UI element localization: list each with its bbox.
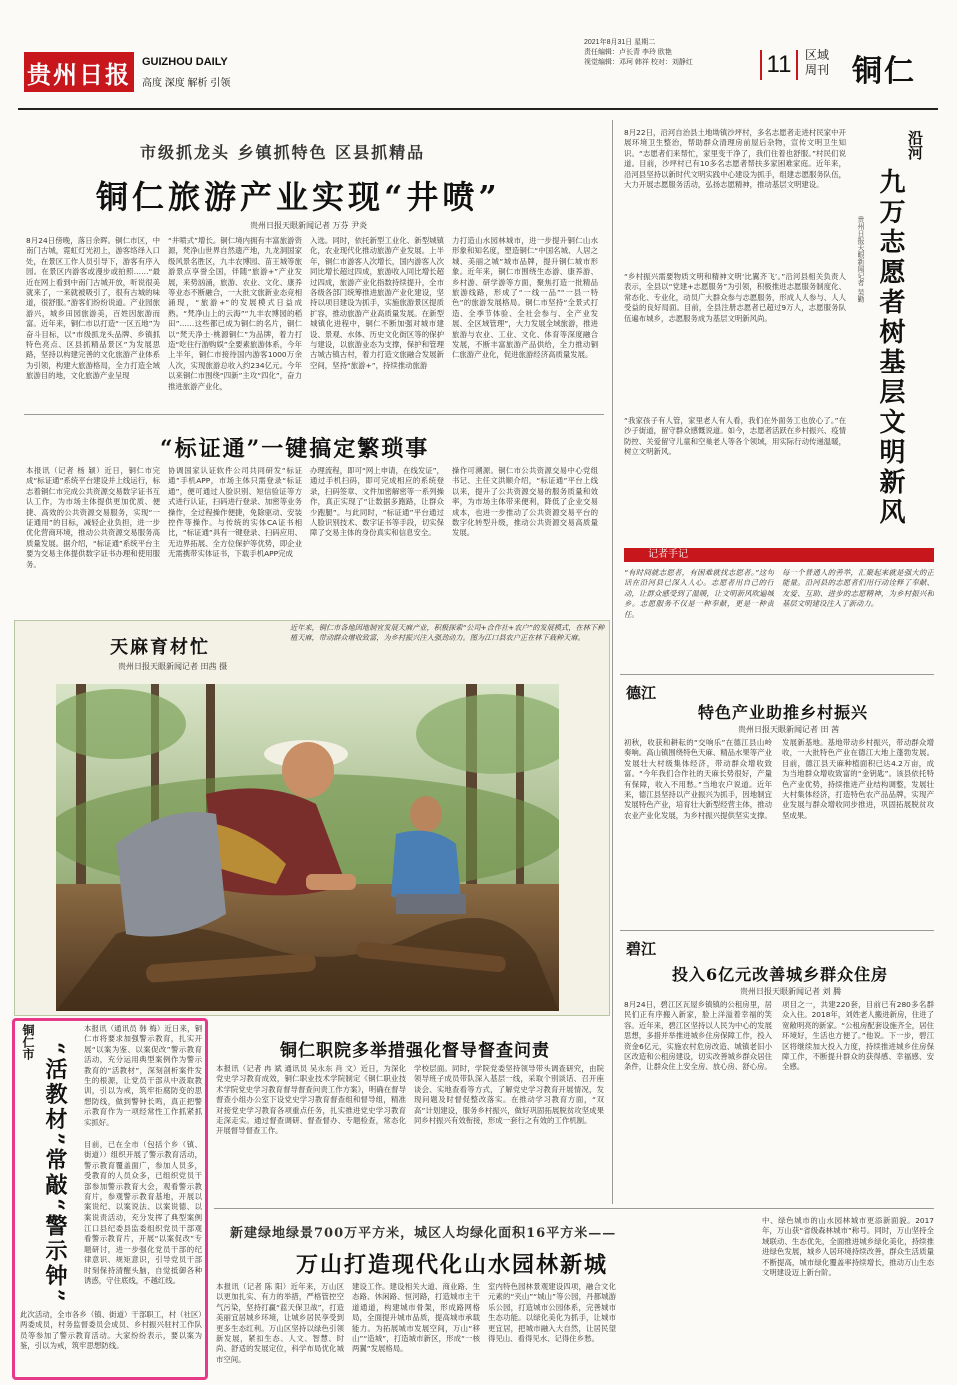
volunteer-column-3: “我家孩子有人管，家里老人有人看，我们在外面务工也放心了。”在沙子街道，留守群众感慨说道。如今，志愿者活跃在乡村振兴、疫情防控、关爱留守儿童和空巢老人等各个领域，用实际行动传递温暖，树立文明新风。 (624, 416, 846, 457)
badge-headline: “标证通”一键搞定繁琐事 (160, 436, 430, 462)
volunteer-headline: 九万志愿者树基层文明新风 (875, 168, 905, 528)
warning-column-1: 本报讯（通讯员 韩 梅）近日来，铜仁市将要求加强警示教育，扎实开展“以案为鉴、以案促改”警示教育活动，充分运用典型案例作为警示教育的“活教材”，深刻剖析案件发生的根源，让党员干部从中汲取教训，引以为戒，筑牢拒腐防变的思想防线，做到警钟长鸣，真正把警示教育作为一项经常性工作抓紧抓实抓好。 (84, 1024, 202, 1127)
warning-headline: “活教材”常敲“警示钟” (42, 1042, 68, 1305)
divider (620, 674, 934, 675)
dejiang-column-2: 发展新基地。基地带动乡村振兴，带动群众增收，一大批特色产业在德江大地上蓬勃发展。目前，德江县天麻种植面积已达4.2万亩，成为当地群众增收致富的“金钥匙”。该县依托特色产业优势，持续推进产业结构调整，发展壮大村集体经济，打造特色农产品品牌，实现产业发展与群众增收同步推进，巩固拓展脱贫攻坚成果。 (782, 738, 934, 820)
edition-info (584, 38, 784, 68)
bijiang-headline: 投入6亿元改善城乡群众住房 (672, 965, 889, 984)
volunteer-column-1: 8月22日，沿河自治县土地坳镇沙坪村，多名志愿者走进村民家中开展环境卫生整治，帮助群众清理房前屋后杂物，宣传文明卫生知识。“志愿者们来帮忙，家里变干净了，我们住着也舒服。”村民们说道。目前，沙坪村已有10多名志愿者帮扶多家困难家庭。近年来，沿河县坚持以新时代文明实践中心建设为抓手，组建志愿服务队伍，大力开展志愿服务活动，弘扬志愿精神，推动基层文明建设。 (624, 128, 846, 190)
notes-column-1: “有时间就志愿者，有困难就找志愿者。”这句话在沿河县已深入人心。志愿者用自己的行动，让群众感受到了温暖，让文明新风吹遍城乡。志愿服务不仅是一种奉献，更是一种责任。 (624, 568, 774, 619)
vocational-column-1: 本报讯（记者 冉 斌 通讯员 吴永东 肖 文）近日，为深化党史学习教育成效，铜仁职业技术学院制定《铜仁职业技术学院党史学习教育督导督查问责工作方案》，明确在督导督查小组办公室下设党史学习教育督查组和督导组，精准对接党史学习教育各项重点任务，扎实推进党史学习教育走深走实。通过督查调研、督查督办、专题检查，常态化开展督导督查工作。 (216, 1064, 406, 1136)
lead-headline: 铜仁旅游产业实现“井喷” (96, 178, 501, 216)
volunteer-region: 沿河 (906, 130, 924, 160)
lead-column-2: “井喷式”增长。铜仁境内拥有丰富旅游资源，梵净山世界自然遗产地，九龙洞国家级风景名胜区，九丰农博园、苗王城等旅游景点享誉全国，伴随“旅游+”产业发展，来势汹涌，旅游、农业、文化、康养等业态不断融合，一大批文旅新业态竞相涌现，“旅游+”的发展模式日益成熟。“梵净山上的云海”“九丰农博园的稻田”……这些都已成为铜仁的名片，铜仁以“梵天净土·桃源铜仁”为品牌，着力打造“吃住行游购娱”全要素旅游体系，今年上半年，铜仁市接待国内游客1000万余人次，实现旅游总收入约234亿元。今年以来铜仁市围绕“四新”主攻“四化”，奋力推进旅游产业化， (168, 236, 302, 391)
column-divider (612, 120, 613, 1204)
section-tag (805, 48, 829, 78)
notes-tag: 记者手记 (648, 549, 688, 560)
lead-column-1: 8月24日傍晚，落日余晖。铜仁市区，中南门古城，霓虹灯光初上，游客络绎入口处，在景区工作人员引导下，游客有序入园。在景区内游客或漫步或拍照……“最近在网上看到中南门古城开放，听说很美就来了，一来就被吸引了，很有古城的味道，很舒服。”游客们纷纷说道。产业园旅游兴，城乡田园旅游美，百姓因旅游而富。近年来，铜仁市以打造“一区五地”为奋斗目标，以“市级抓龙头品牌、乡镇抓特色亮点、区县抓精品景区”为发展思路，坚持以构建完善的文化旅游产业体系为引领，构建大旅游格局，全力打造全域旅游目的地，文化旅游产业呈现 (26, 236, 160, 381)
wanshan-column-4: 中、绿色城市的山水园林城市更添新面貌。2017年，万山获“省级森林城市”称号。同时，万山坚持全域联动、生态优先，全面推进城乡绿化美化，持续推进绿色发展，城乡人居环境持续改善，群众生活质量不断提高，城市绿化覆盖率持续增长，推动万山生态文明建设迈上新台阶。 (762, 1216, 934, 1278)
newspaper-logo-en: GUIZHOU DAILY (142, 56, 228, 68)
newspaper-slogan: 高度 深度 解析 引领 (142, 78, 231, 89)
warning-column-4: 此次活动，全市各乡（镇、街道）干部职工，村（社区）两委成员，村务监督委员会成员、乡村振兴驻村工作队员等参加了警示教育活动。大家纷纷表示，要以案为鉴，引以为戒，筑牢思想防线。 (20, 1310, 202, 1351)
tianma-photo (56, 684, 559, 1011)
page-region-title: 铜仁 (852, 54, 916, 89)
badge-column-4: 操作可溯源。铜仁市公共资源交易中心党组书记、主任文洪顺介绍，“标证通”平台上线以来，提升了公共资源交易的服务质量和效率，为市场主体带来便利，降低了企业交易成本，也进一步推动了公共资源交易平台的数字化转型升级，推动公共资源交易高质量发展。 (452, 466, 598, 538)
badge-column-2: 协调国家认证软件公司共同研发“标证通”手机APP，市场主体只需登录“标证通”，便可通过人脸识别、短信验证等方式进行认证，扫码进行登录、加密等业务操作，全过程操作便捷，免除驱动、安装控件等操作。与传统的实体CA证书相比，“标证通”具有一键登录、扫码应用、无边界拓展、全方位保护等优势，即企业无需携带实体证书，下载手机APP完成 (168, 466, 302, 559)
newspaper-logo: 贵州日报 (24, 52, 134, 92)
wanshan-column-1: 本报讯（记者 陈 阳）近年来，万山区以更加扎实、有力的举措，严格管控空气污染，坚持打赢“蓝天保卫战”，打造美丽宜居城乡环境，让城乡居民享受到更多生态红利。万山区坚持以绿色引领新发展，紧扣生态、人文、智慧、时尚、舒适的发展定位，科学布局优化城市空间。 (216, 1282, 344, 1364)
volunteer-byline: 贵州日报天眼新闻记者 吴勤 (857, 216, 865, 303)
wanshan-column-3: 室内特色园林景观建设四项，融合文化元素的“夹山”“城山”等公园，丹都城游乐公园，打造城市公园体系，完善城市生态功能。以绿化美化为抓手，让城市更宜居，把城市融入大自然，让居民望得见山、看得见水、记得住乡愁。 (488, 1282, 616, 1344)
dejiang-byline: 贵州日报天眼新闻记者 田 茜 (738, 725, 840, 734)
bijiang-column-1: 8月24日，碧江区瓦屋乡镇镇的公租房里，居民们正有序搬入新家，脸上洋溢着幸福的笑容。近年来，碧江区坚持以人民为中心的发展思想，多措并举推进城乡住房保障工作，投入资金6亿元，实施农村危房改造、城镇老旧小区改造和公租房建设，切实改善城乡群众居住条件，让群众住上安全房、放心房、舒心房。 (624, 1000, 772, 1072)
wanshan-kicker: 新建绿地绿景700万平方米，城区人均绿化面积16平方米—— (230, 1226, 617, 1241)
section-tag-line-1: 区域 (805, 48, 830, 62)
dejiang-headline: 特色产业助推乡村振兴 (698, 703, 869, 722)
edition-date: 2021年8月31日 星期二 (584, 39, 656, 46)
lead-byline: 贵州日报天眼新闻记者 万芬 尹炎 (250, 221, 368, 230)
photo-feature-byline: 贵州日报天眼新闻记者 田茜 摄 (118, 662, 228, 671)
page-number: 11 (760, 50, 798, 80)
bijiang-byline: 贵州日报天眼新闻记者 刘 腾 (740, 987, 842, 996)
lead-kicker: 市级抓龙头 乡镇抓特色 区县抓精品 (140, 143, 426, 162)
badge-column-3: 办理流程，即可“网上申请，在线发证”，通过手机扫码，即可完成相应的系统登录，扫码签章、文件加密解密等一系列操作，真正实现了“让数据多跑路，让群众少跑腿”。与此同时，“标证通”平台通过人脸识别技术、数字证书等手段，切实保障了交易主体的身份真实和信息安全。 (310, 466, 444, 538)
forest-farmers-image (56, 684, 559, 1011)
divider (214, 1208, 934, 1209)
lead-column-3: 入选。同时，依托新型工业化、新型城镇化，农业现代化推动旅游产业发展。上半年，铜仁市游客人次增长，国内游客人次同比增长超过四成，旅游收入同比增长超过四成，旅游产业化指数持续提升，全市各级各部门统筹推进旅游产业化建设，坚持以项目建设为抓手，实施旅游景区提质扩容，推动旅游产业高质量发展。在新型城镇化进程中，铜仁不断加强对城市建设、景观、水体、历史文化街区等的保护与建设，以旅游业态为支撑，保护和管理古城古镇古村，着力打造文旅融合发展新空间，坚持“旅游+”，持续推动旅游 (310, 236, 444, 370)
edition-visual-editors: 视觉编辑：邓珂 韩祥 校对：刘静红 (584, 59, 693, 66)
volunteer-column-2: “乡村振兴需要物质文明和精神文明‘比翼齐飞’。”沿河县相关负责人表示，全县以“党建+志愿服务”为引领，积极推进志愿服务制度化、常态化、专业化，动员广大群众参与志愿服务，形成人人参与、人人受益的良好局面。目前，全县注册志愿者已超过9万人，志愿服务队伍遍布城乡，志愿服务成为基层文明新风尚。 (624, 272, 846, 323)
warning-region: 铜仁市 (21, 1024, 35, 1060)
bijiang-region: 碧江 (626, 940, 657, 958)
divider (24, 414, 604, 415)
warning-column-2: 目前，已在全市（包括个乡（镇、街道））组织开展了警示教育活动，警示教育覆盖面广，参加人员多，受教育的人员众多，已组织党员干部参加警示教育大会，观看警示教育片，参观警示教育基地，开展以案说纪、以案说法、以案说德、以案说责活动，充分发挥了典型案例 (84, 1140, 202, 1222)
photo-feature-title: 天麻育材忙 (110, 637, 210, 658)
wanshan-column-2: 建设工作。建设相关大道、商业路、生态路、休闲路、恒河路，打造城市主干道通道，构建城市骨架，形成路网格局，全面提升城市品质，提高城市承载能力。为拓展城市发展空间，万山“移山”“造城”，打造城市新区，形成“一核两翼”发展格局。 (352, 1282, 480, 1354)
divider (620, 930, 934, 931)
bijiang-column-2: 项目之一，共建220套，目前已有280多名群众入住。2018年，刘姓老人搬进新房，住进了宽敞明亮的新家。“公租房配套设施齐全，居住环境好，生活也方便了。”他说。下一步，碧江区将继续加大投入力度，持续推进城乡住房保障工作，不断提升群众的获得感、幸福感、安全感。 (782, 1000, 934, 1072)
vocational-headline: 铜仁职院多举措强化督导督查问责 (280, 1041, 550, 1061)
lead-column-4: 力打造山水园林城市，进一步提升铜仁山水形象和知名度，塑造铜仁“中国名城、人居之城、美丽之城”城市品牌，提升铜仁城市形象。近年来，铜仁市围绕生态游、康养游、乡村游、研学游等方面，聚焦打造一批精品旅游线路，形成了“一线一品”“一县一特色”的旅游发展格局。铜仁市坚持“全景式打造、全季节体验、全社会参与、全产业发展、全区域管理”，大力发展全域旅游，推进旅游与农业、工业、文化、体育等深度融合发展，不断丰富旅游产品供给，全力推动铜仁旅游产业化，促进旅游经济高质量发展。 (452, 236, 598, 360)
warning-column-3: 江口县纪委县监委组织党员干部观看警示教育片，开展“以案促改”专题研讨，进一步强化党员干部的纪律意识、规矩意识，引导党员干部时刻保持清醒头脑，自觉抵御各种诱惑，守住底线，不越红线。 (84, 1224, 202, 1286)
masthead (10, 8, 947, 108)
dejiang-column-1: 初秋，收获和耕耘的“交响乐”在德江县山岭奏响。高山镇围绕特色天麻、精品水果等产业发展壮大村级集体经济，带动群众增收致富。“今年我们合作社的天麻长势很好，产量有保障，收入不用愁。”当地农户说道。近年来，德江县坚持以产业振兴为抓手，因地制宜发展特色产业，培育壮大新型经营主体，推动农业产业化发展，为乡村振兴提供坚实支撑。 (624, 738, 772, 820)
wanshan-headline: 万山打造现代化山水园林新城 (296, 1252, 609, 1278)
notes-column-2: 每一个普通人的善举，汇聚起来就是强大的正能量。沿河县的志愿者们用行动诠释了奉献、友爱、互助、进步的志愿精神，为乡村振兴和基层文明建设注入了新动力。 (782, 568, 934, 609)
badge-column-1: 本报讯（记者 杨 颖）近日，铜仁市完成“标证通”系统平台建设并上线运行，标志着铜仁市完成公共资源交易数字证书互认工作，为市场主体提供更加优质、便捷、高效的公共资源交易服务，实现“一证通用”的目标，减轻企业负担，进一步优化营商环境，推动公共资源交易服务高质量发展。据介绍，“标证通”系统平台主要为交易主体提供数字证书办理和使用服务。 (26, 466, 160, 569)
dejiang-region: 德江 (626, 684, 657, 702)
section-tag-line-2: 周刊 (805, 63, 830, 77)
photo-caption: 近年来，铜仁市各地因地制宜发展天麻产业，积极探索“公司+合作社+农户”的发展模式，在林下种植天麻，带动群众增收致富，为乡村振兴注入强劲动力。图为江口县农户正在林下栽种天麻。 (290, 623, 605, 642)
edition-editors: 责任编辑：卢长青 李玲 欧艳 (584, 49, 672, 56)
masthead-rule (18, 108, 938, 110)
vocational-column-2: 学校层面。同时，学院党委坚持领导带头调查研究，由院领导班子成员带队深入基层一线，采取个别谈话、召开座谈会、实地查看等方式，了解党史学习教育开展情况，发现问题及时督促整改落实。在推动学习教育方面，“双高”计划建设，服务乡村振兴，做好巩固拓展脱贫攻坚成果同乡村振兴有效衔接，形成一套行之有效的工作机制。 (414, 1064, 604, 1126)
